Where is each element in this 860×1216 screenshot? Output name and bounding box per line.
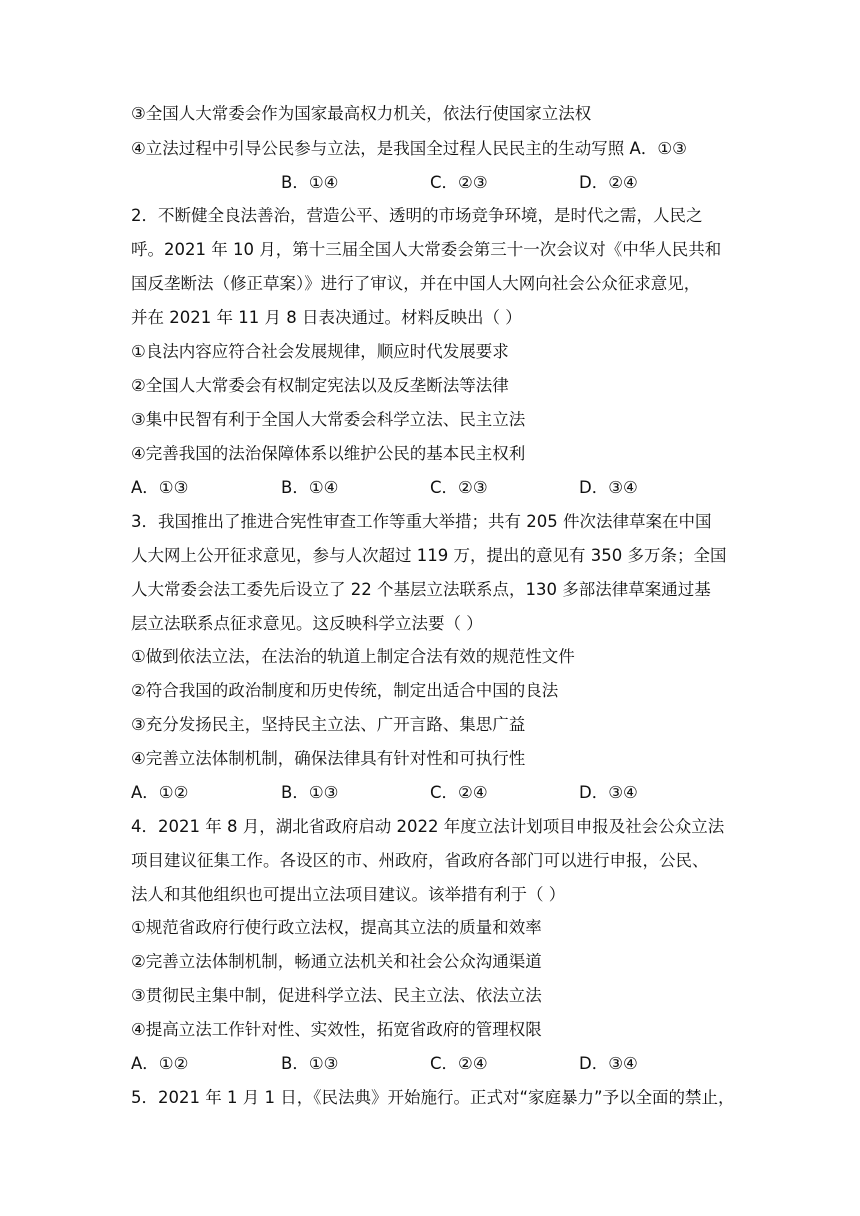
q3-options xyxy=(131,783,751,803)
q4-item: ②完善立法体制机制，畅通立法机关和社会公众沟通渠道 xyxy=(131,952,542,971)
q4-item: ④提高立法工作针对性、实效性，拓宽省政府的管理权限 xyxy=(131,1020,542,1039)
q2-stem-line: 并在 2021 年 11 月 8 日表决通过。材料反映出（ ） xyxy=(131,308,522,327)
q2-item: ③集中民智有利于全国人大常委会科学立法、民主立法 xyxy=(131,410,526,429)
q3-option-a: A．①② xyxy=(131,783,189,802)
q2-option-a: A．①③ xyxy=(131,478,189,497)
q3-item: ④完善立法体制机制，确保法律具有针对性和可执行性 xyxy=(131,749,526,768)
q1-option-d: D．②④ xyxy=(579,173,638,192)
q2-stem-line: 国反垄断法（修正草案）》进行了审议，并在中国人大网向社会公众征求意见， xyxy=(131,274,701,293)
q3-stem-line: 层立法联系点征求意见。这反映科学立法要（ ） xyxy=(131,614,483,633)
q2-item: ②全国人大常委会有权制定宪法以及反垄断法等法律 xyxy=(131,376,509,395)
q4-option-a: A．①② xyxy=(131,1054,189,1073)
q3-stem-line: 人大常委会法工委先后设立了 22 个基层立法联系点，130 多部法律草案通过基 xyxy=(131,580,711,599)
q3-stem-line: 人大网上公开征求意见，参与人次超过 119 万，提出的意见有 350 多万条；全国 xyxy=(131,546,727,565)
q4-options xyxy=(131,1054,751,1074)
q2-option-b: B．①④ xyxy=(281,478,339,497)
q1-option-b: B．①④ xyxy=(281,173,339,192)
q1-option-c: C．②③ xyxy=(430,173,488,192)
q4-item: ①规范省政府行使行政立法权，提高其立法的质量和效率 xyxy=(131,918,542,937)
q2-option-c: C．②③ xyxy=(430,478,488,497)
q2-stem-line: 2．不断健全良法善治，营造公平、透明的市场竞争环境，是时代之需，人民之 xyxy=(131,206,703,225)
q4-option-c: C．②④ xyxy=(430,1054,488,1073)
q4-item: ③贯彻民主集中制，促进科学立法、民主立法、依法立法 xyxy=(131,986,542,1005)
q2-options xyxy=(131,478,751,498)
q4-stem-line: 4．2021 年 8 月，湖北省政府启动 2022 年度立法计划项目申报及社会公众立法 xyxy=(131,817,725,836)
q2-stem-line: 呼。2021 年 10 月，第十三届全国人大常委会第三十一次会议对《中华人民共和 xyxy=(131,240,722,259)
q4-option-d: D．③④ xyxy=(579,1054,638,1073)
q3-option-b: B．①③ xyxy=(281,783,339,802)
q2-item: ①良法内容应符合社会发展规律，顺应时代发展要求 xyxy=(131,342,509,361)
q3-item: ②符合我国的政治制度和历史传统，制定出适合中国的良法 xyxy=(131,681,559,700)
q3-option-d: D．③④ xyxy=(579,783,638,802)
q4-stem-line: 法人和其他组织也可提出立法项目建议。该举措有利于（ ） xyxy=(131,885,566,904)
q3-stem-line: 3．我国推出了推进合宪性审查工作等重大举措；共有 205 件次法律草案在中国 xyxy=(131,512,712,531)
q3-item: ①做到依法立法，在法治的轨道上制定合法有效的规范性文件 xyxy=(131,647,575,666)
q2-option-d: D．③④ xyxy=(579,478,638,497)
q4-option-b: B．①③ xyxy=(281,1054,339,1073)
q3-item: ③充分发扬民主，坚持民主立法、广开言路、集思广益 xyxy=(131,715,526,734)
q2-item: ④完善我国的法治保障体系以维护公民的基本民主权利 xyxy=(131,444,526,463)
q5-stem-line: 5．2021 年 1 月 1 日，《民法典》开始施行。正式对“家庭暴力”予以全面的禁止， xyxy=(131,1088,735,1107)
q4-stem-line: 项目建议征集工作。各设区的市、州政府，省政府各部门可以进行申报，公民、 xyxy=(131,851,709,870)
q1-item-3: ③全国人大常委会作为国家最高权力机关，依法行使国家立法权 xyxy=(131,104,592,123)
q1-item-4: ④立法过程中引导公民参与立法，是我国全过程人民民主的生动写照 A．①③ xyxy=(131,139,687,158)
q3-option-c: C．②④ xyxy=(430,783,488,802)
q1-options xyxy=(131,173,751,193)
